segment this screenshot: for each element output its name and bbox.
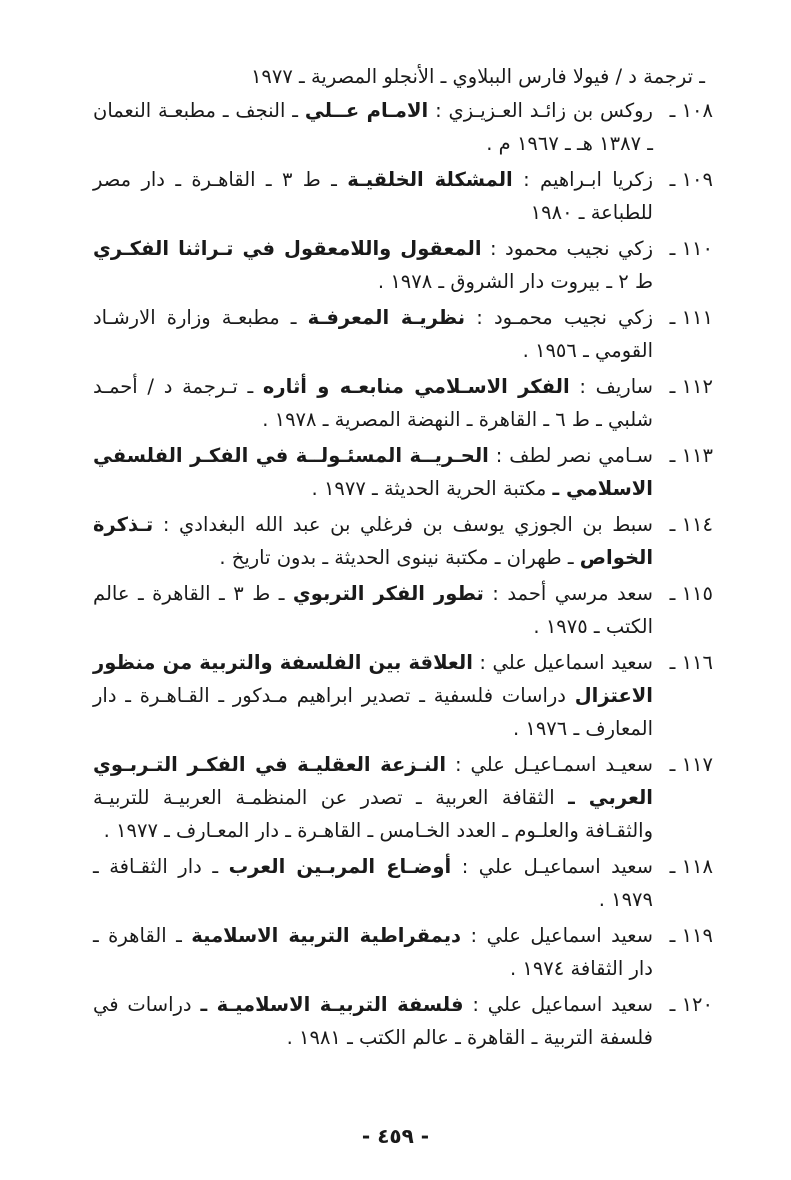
- entry-title: النـزعة العقليـة في الفكـر التـربـوي العربي ـ: [93, 753, 653, 809]
- entry-details: ـ ط ٣ ـ القاهـرة ـ دار مصر للطباعة ـ ١٩٨٠: [93, 168, 653, 224]
- entry-title: الفكر الاسـلامي منابعـه و أثاره: [262, 375, 570, 398]
- bibliography-entry-119: [93, 919, 713, 985]
- entry-number: ١١٠ ـ: [669, 237, 713, 260]
- entry-details: ـ تـرجمة د / أحمـد شلبي ـ ط ٦ ـ القاهرة ـ النهضة المصرية ـ ١٩٧٨ .: [93, 375, 653, 431]
- entry-details: دراسات في فلسفة التربية ـ القاهرة ـ عالم الكتب ـ ١٩٨١ .: [93, 993, 653, 1049]
- entry-author: ساريف :: [569, 375, 653, 398]
- entry-title: العلاقة بين الفلسفة والتربية من منظور الاعتزال: [93, 651, 653, 707]
- entry-number: ١١٧ ـ: [669, 753, 713, 776]
- entry-title: أوضـاع المربـين العرب: [228, 855, 452, 878]
- entry-author: سعيد اسماعيل علي :: [463, 993, 654, 1016]
- entry-number: ١٠٨ ـ: [669, 99, 713, 122]
- bibliography-entry-120: [93, 988, 713, 1054]
- entry-details: الثقافة العربية ـ تصدر عن المنظمـة العربيـة للتربيـة والثقـافة والعلـوم ـ العدد الخـامس ـ القاهـرة ـ دار المعـارف ـ ١٩٧٧ .: [93, 786, 653, 842]
- bibliography-entry-114: [93, 508, 713, 574]
- entry-title: المشكلة الخلقيـة: [347, 168, 513, 191]
- bibliography-entry-116: [93, 646, 713, 745]
- bibliography-entry-110: [93, 232, 713, 298]
- entry-details: ـ دار الثقـافة ـ ١٩٧٩ .: [93, 855, 653, 911]
- entry-author: سـامي نصر لطف :: [488, 444, 653, 467]
- bibliography-entry-109: [93, 163, 713, 229]
- entry-details: دراسات فلسفية ـ تصدير ابراهيم مـدكور ـ القـاهـرة ـ دار المعارف ـ ١٩٧٦ .: [93, 684, 653, 740]
- entry-author: سعد مرسي أحمد :: [483, 582, 654, 605]
- entry-title: تطور الفكر التربوي: [292, 582, 484, 605]
- entry-number: ١١٣ ـ: [669, 444, 713, 467]
- entry-title: الحـريــة المسئـولــة في الفكـر الفلسفي الاسلامي ـ: [93, 444, 653, 500]
- entry-number: ١١٦ ـ: [669, 651, 713, 674]
- entry-details: ط ٢ ـ بيروت دار الشروق ـ ١٩٧٨ .: [377, 270, 653, 293]
- entry-details: مكتبة الحرية الحديثة ـ ١٩٧٧ .: [311, 477, 553, 500]
- page-number: - ٤٥٩ -: [361, 1124, 430, 1148]
- entry-details: ـ النجف ـ مطبعـة النعمان ـ ١٣٨٧ هـ ـ ١٩٦٧ م .: [93, 99, 653, 155]
- entry-title: نظريـة المعرفـة: [307, 306, 466, 329]
- bibliography-entry-118: [93, 850, 713, 916]
- entry-author: زكي نجيب محمود :: [481, 237, 653, 260]
- entry-author: سعيد اسماعيـل علي :: [451, 855, 654, 878]
- entry-title: ديمقراطية التربية الاسلامية: [191, 924, 462, 947]
- bibliography-entry-117: [93, 748, 713, 847]
- entry-author: سبط بن الجوزي يوسف بن فرغلي بن عبد الله البغدادي :: [153, 513, 653, 536]
- entry-details: ـ مطبعـة وزارة الارشـاد القومي ـ ١٩٥٦ .: [93, 306, 653, 362]
- entry-number: ١١٨ ـ: [669, 855, 713, 878]
- bibliography-entry-113: [93, 439, 713, 505]
- entry-number: ١١٤ ـ: [669, 513, 713, 536]
- entry-details: ـ طهران ـ مكتبة نينوى الحديثة ـ بدون تاريخ .: [219, 546, 580, 569]
- entry-title: المعقول واللامعقول في تـراثنا الفكـري: [93, 237, 482, 260]
- entry-number: ١٠٩ ـ: [669, 168, 713, 191]
- entry-author: سعيـد اسمـاعيـل علي :: [446, 753, 653, 776]
- continuation-line: ـ ترجمة د / فيولا فارس الببلاوي ـ الأنجلو المصرية ـ ١٩٧٧: [250, 65, 705, 88]
- entry-author: زكي نجيب محمـود :: [465, 306, 653, 329]
- bibliography-entry-115: [93, 577, 713, 643]
- entry-number: ١٢٠ ـ: [669, 993, 713, 1016]
- entry-details: ـ القاهرة ـ دار الثقافة ١٩٧٤ .: [93, 924, 653, 980]
- entry-details: ـ ط ٣ ـ القاهرة ـ عالم الكتب ـ ١٩٧٥ .: [93, 582, 653, 638]
- entry-title: تـذكرة الخواص: [93, 513, 653, 569]
- bibliography-list: [93, 94, 713, 1057]
- entry-author: روكس بن زائـد العـزيـزي :: [428, 99, 653, 122]
- entry-title: الامـام عــلي: [304, 99, 429, 122]
- entry-author: زكريا ابـراهيم :: [512, 168, 654, 191]
- bibliography-entry-111: [93, 301, 713, 367]
- entry-number: ١١٩ ـ: [669, 924, 713, 947]
- entry-number: ١١٥ ـ: [669, 582, 713, 605]
- entry-title: فلسفة التربيـة الاسلاميـة ـ: [200, 993, 464, 1016]
- entry-author: سعيد اسماعيل علي :: [472, 651, 653, 674]
- entry-author: سعيد اسماعيل علي :: [461, 924, 653, 947]
- bibliography-entry-108: [93, 94, 713, 160]
- entry-number: ١١٢ ـ: [669, 375, 713, 398]
- bibliography-entry-112: [93, 370, 713, 436]
- entry-number: ١١١ ـ: [669, 306, 713, 329]
